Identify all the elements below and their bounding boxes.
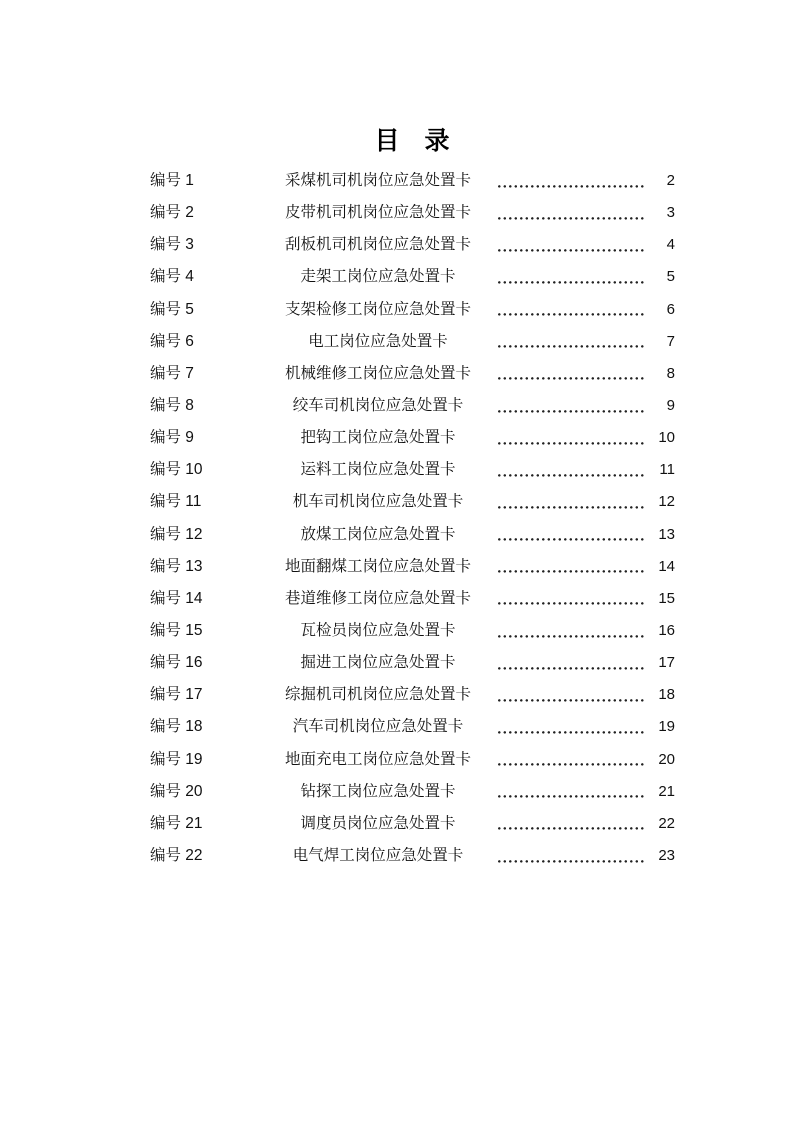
dot-leader-icon <box>498 217 645 220</box>
toc-entry[interactable] <box>150 551 675 583</box>
toc-entry[interactable] <box>150 358 675 390</box>
toc-entry-number: 编号 11 <box>150 493 202 511</box>
toc-entry-title: 调度员岗位应急处置卡 <box>300 814 456 832</box>
dot-leader-icon <box>498 538 645 541</box>
toc-entry-page: 3 <box>666 204 675 222</box>
toc-entry[interactable] <box>150 229 675 261</box>
toc-entry-number: 编号 7 <box>150 364 194 382</box>
toc-entry-title: 支架检修工岗位应急处置卡 <box>284 300 471 318</box>
toc-entry[interactable] <box>150 679 675 711</box>
toc-entry-title: 走架工岗位应急处置卡 <box>300 268 456 286</box>
dot-leader-icon <box>498 281 645 284</box>
toc-entry-title: 巷道维修工岗位应急处置卡 <box>284 589 471 607</box>
toc-entry[interactable] <box>150 165 675 197</box>
toc-entry-title: 放煤工岗位应急处置卡 <box>300 525 456 543</box>
toc-entry-title: 绞车司机岗位应急处置卡 <box>292 397 464 415</box>
toc-entry-page: 11 <box>659 461 675 479</box>
toc-entry-title: 皮带机司机岗位应急处置卡 <box>284 204 471 222</box>
toc-entry-number: 编号 13 <box>150 557 203 575</box>
toc-entry-page: 9 <box>666 397 675 415</box>
toc-entry-page: 16 <box>658 622 675 640</box>
toc-entry-page: 15 <box>658 589 675 607</box>
toc-entry-page: 12 <box>658 493 675 511</box>
toc-entry[interactable] <box>150 454 675 486</box>
toc-entry-number: 编号 16 <box>150 654 203 672</box>
toc-entry-page: 21 <box>658 782 675 800</box>
dot-leader-icon <box>498 410 645 413</box>
toc-entry-title: 刮板机司机岗位应急处置卡 <box>284 236 471 254</box>
dot-leader-icon <box>498 635 645 638</box>
toc-entry-number: 编号 15 <box>150 622 203 640</box>
dot-leader-icon <box>498 667 645 670</box>
toc-entry-number: 编号 5 <box>150 300 194 318</box>
toc-entry-page: 5 <box>666 268 675 286</box>
toc-entry[interactable] <box>150 840 675 872</box>
toc-entry-number: 编号 8 <box>150 397 194 415</box>
toc-entry-page: 10 <box>658 429 675 447</box>
toc-entry-number: 编号 2 <box>150 204 194 222</box>
toc-entry-page: 7 <box>666 332 675 350</box>
dot-leader-icon <box>498 570 645 573</box>
toc-entry[interactable] <box>150 197 675 229</box>
toc-entry-number: 编号 9 <box>150 429 194 447</box>
toc-entry-page: 23 <box>658 847 675 865</box>
toc-entry-page: 8 <box>666 364 675 382</box>
toc-entry-title: 掘进工岗位应急处置卡 <box>300 654 456 672</box>
toc-entry[interactable] <box>150 486 675 518</box>
toc-entry[interactable] <box>150 744 675 776</box>
dot-leader-icon <box>498 506 645 509</box>
table-of-contents <box>150 165 675 872</box>
dot-leader-icon <box>498 377 645 380</box>
toc-entry-title: 瓦检员岗位应急处置卡 <box>300 622 456 640</box>
toc-entry-title: 综掘机司机岗位应急处置卡 <box>284 686 471 704</box>
toc-entry-page: 13 <box>658 525 675 543</box>
dot-leader-icon <box>498 763 645 766</box>
toc-entry-number: 编号 18 <box>150 718 203 736</box>
toc-entry-page: 19 <box>658 718 675 736</box>
toc-entry-page: 4 <box>666 236 675 254</box>
toc-entry-page: 22 <box>658 814 675 832</box>
toc-entry-title: 机车司机岗位应急处置卡 <box>292 493 464 511</box>
toc-entry-title: 电工岗位应急处置卡 <box>308 332 448 350</box>
toc-entry[interactable] <box>150 261 675 293</box>
dot-leader-icon <box>498 699 645 702</box>
toc-entry[interactable] <box>150 422 675 454</box>
toc-entry-page: 2 <box>666 172 675 190</box>
dot-leader-icon <box>498 185 645 188</box>
toc-entry-number: 编号 14 <box>150 589 203 607</box>
toc-entry-number: 编号 21 <box>150 814 203 832</box>
toc-entry[interactable] <box>150 390 675 422</box>
toc-entry-title: 把钩工岗位应急处置卡 <box>300 429 456 447</box>
toc-entry-title: 电气焊工岗位应急处置卡 <box>292 847 464 865</box>
toc-entry-title: 汽车司机岗位应急处置卡 <box>292 718 464 736</box>
dot-leader-icon <box>498 249 645 252</box>
toc-entry-page: 17 <box>658 654 675 672</box>
dot-leader-icon <box>498 313 645 316</box>
toc-entry[interactable] <box>150 583 675 615</box>
toc-entry[interactable] <box>150 294 675 326</box>
toc-heading: 目 录 <box>374 126 450 155</box>
toc-entry[interactable] <box>150 519 675 551</box>
toc-entry-title: 地面充电工岗位应急处置卡 <box>284 750 471 768</box>
toc-entry[interactable] <box>150 711 675 743</box>
toc-entry-number: 编号 19 <box>150 750 203 768</box>
toc-entry-page: 20 <box>658 750 675 768</box>
toc-entry-title: 钻探工岗位应急处置卡 <box>300 782 456 800</box>
toc-entry-number: 编号 12 <box>150 525 203 543</box>
toc-entry-title: 采煤机司机岗位应急处置卡 <box>284 172 471 190</box>
toc-entry-title: 地面翻煤工岗位应急处置卡 <box>284 557 471 575</box>
dot-leader-icon <box>498 827 645 830</box>
toc-entry[interactable] <box>150 808 675 840</box>
toc-entry-number: 编号 6 <box>150 332 194 350</box>
toc-entry-number: 编号 20 <box>150 782 203 800</box>
toc-entry-page: 6 <box>666 300 675 318</box>
toc-entry-page: 14 <box>658 557 675 575</box>
toc-entry-title: 机械维修工岗位应急处置卡 <box>284 364 471 382</box>
toc-entry-title: 运料工岗位应急处置卡 <box>300 461 456 479</box>
toc-entry-number: 编号 22 <box>150 847 203 865</box>
toc-entry[interactable] <box>150 326 675 358</box>
toc-entry-number: 编号 1 <box>150 172 194 190</box>
toc-entry-number: 编号 17 <box>150 686 203 704</box>
toc-entry-number: 编号 10 <box>150 461 203 479</box>
toc-entry-number: 编号 4 <box>150 268 194 286</box>
dot-leader-icon <box>498 442 645 445</box>
toc-entry[interactable] <box>150 776 675 808</box>
dot-leader-icon <box>498 345 645 348</box>
dot-leader-icon <box>498 795 645 798</box>
toc-entry[interactable] <box>150 615 675 647</box>
dot-leader-icon <box>498 474 645 477</box>
toc-entry-page: 18 <box>658 686 675 704</box>
dot-leader-icon <box>498 731 645 734</box>
dot-leader-icon <box>498 860 645 863</box>
toc-entry[interactable] <box>150 647 675 679</box>
toc-entry-number: 编号 3 <box>150 236 194 254</box>
dot-leader-icon <box>498 602 645 605</box>
